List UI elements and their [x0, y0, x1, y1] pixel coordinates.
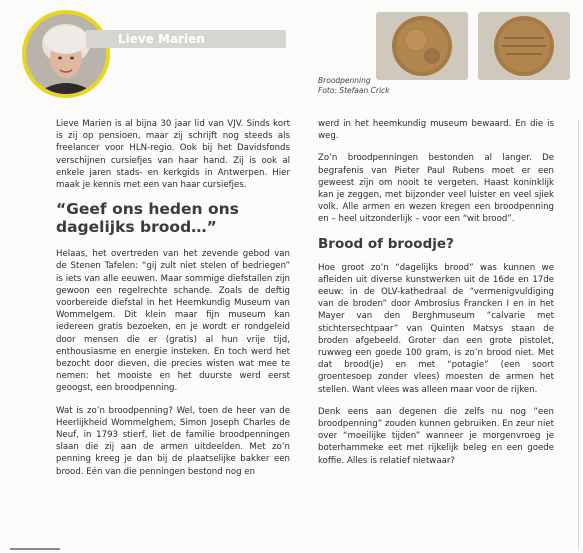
paragraph-gap [318, 142, 554, 152]
body-paragraph: Hoe groot zo’n “dagelijks brood” was kunnen we afleiden uit diverse kunstwerken uit de 16de en 17de eeuw: in de OLV-kathedraal de “vermenigvuldiging van de broden” door Ambrosius Francken I en in het Mayer van den Berghmuseum “calvarie met stichtersechtpaar” van Quinten Matsys staan de broden afgebeeld. Groter dan een grote pistolet, ruwweg een goede 100 gram, is zo’n brood niet. Met dat brood(je) en met “potagie” (een soort groentesoep zonder vlees) moesten de armen het stellen. Want vlees was alleen maar voor de rijken. [318, 262, 554, 395]
photo-caption [318, 76, 468, 96]
author-portrait [22, 10, 110, 98]
caption-credit: Foto: Stefaan Crick [318, 86, 390, 95]
body-paragraph: Denk eens aan degenen die zelfs nu nog “een broodpenning” zouden kunnen gebruiken. En zeur niet over “moeilijke tijden” wanneer je morgenvroeg je boterhammeke eet met rijkelijk beleg en een goede koffie. Alles is relatief nietwaar? [318, 406, 554, 466]
right-column [318, 118, 554, 467]
paragraph-gap [56, 395, 290, 405]
bread-token-back-image [478, 12, 570, 80]
author-name: Lieve Marien [118, 32, 205, 46]
body-paragraph: werd in het heemkundig museum bewaard. En die is weg. [318, 119, 554, 142]
body-paragraph: Wat is zo’n broodpenning? Wel, toen de heer van de Heerlijkheid Wommelghem, Simon Joseph Charles de Neuf, in 1793 stierf, liet de familie broodpenningen slaan die zij aan de armen uitdeelden. Met zo’n penning kreeg je dan bij de plaatselijke bakker een brood. Eén van die penningen bestond nog en [56, 405, 290, 477]
page-edge-rule [578, 120, 579, 550]
bread-token-photo-back [478, 12, 570, 80]
section-subtitle: Brood of broodje? [318, 235, 454, 252]
body-paragraph: Zo’n broodpenningen bestonden al langer. De begrafenis van Pieter Paul Rubens moet er een geweest zijn om nooit te vergeten. Haast koninklijk kan je zeggen, met bijzonder veel luister en veel sjiek volk. Alle armen en wezen kregen een broodpenning en – heel uitzonderlijk – voor een “wit brood”. [318, 153, 554, 225]
left-column [56, 118, 290, 478]
caption-title: Broodpenning [318, 76, 371, 85]
paragraph-gap [318, 396, 554, 406]
author-intro: Lieve Marien is al bijna 30 jaar lid van VJV. Sinds kort is zij op pensioen, maar zij schrijft nog steeds als freelancer voor HLN-regio. Ook bij het Davidsfonds verschijnen cursiefjes van haar hand. Zij is ook al enkele jaren stads- en kerkgids in Antwerpen. Hier maak je kennis met een van haar cursiefjes. [56, 119, 290, 191]
page-corner-mark [10, 548, 60, 550]
bread-token-front-image [376, 12, 468, 80]
body-paragraph: Helaas, het overtreden van het zevende gebod van de Stenen Tafelen: “gij zult niet stelen of bedriegen” is iets van alle eeuwen. Maar sommige diefstallen zijn gewoon een regelrechte schande. Zoals de deftig voorbereide diefstal in het Heemkundig Museum van Wommelgem. Dit klein maar fijn museum kan iedereen gratis bezoeken, en je wordt er rondgeleid door mensen die er (gratis) al hun vrije tijd, enthousiasme en energie insteken. En toch werd het bezocht door dieven, die precies wisten wat mee te nemen: het mooiste en het duurste werd eerst geoogst, een broodpenning. [56, 249, 290, 394]
author-portrait-image [26, 14, 106, 94]
article-title: “Geef ons heden ons dagelijks brood…” [56, 200, 239, 236]
bread-token-photo-front [376, 12, 468, 80]
